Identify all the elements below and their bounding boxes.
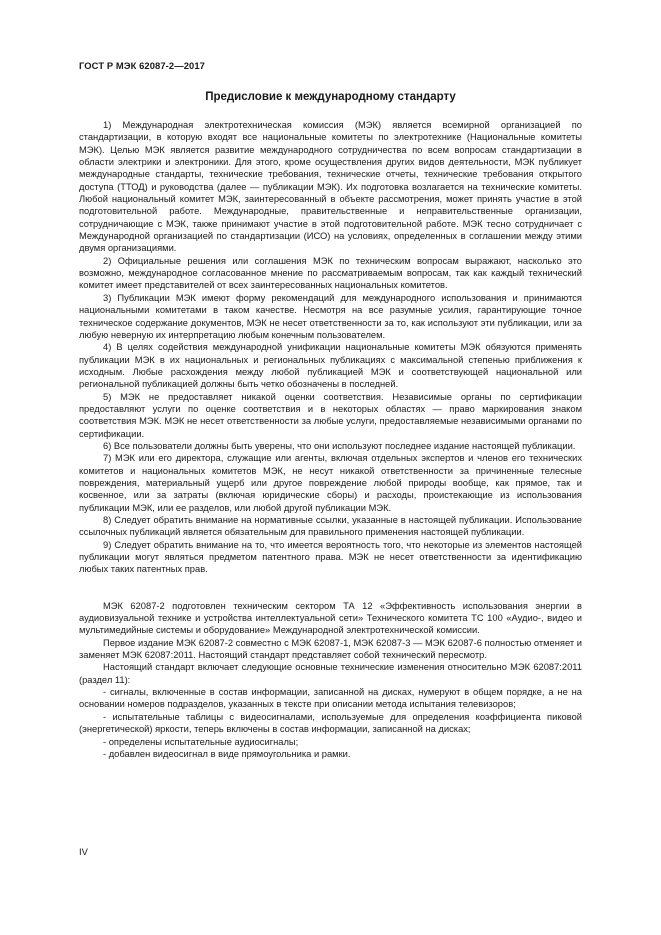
change-list-item: - сигналы, включенные в состав информации, записанной на дисках, нумеруют в общем порядке, а не на основании номеров подразделов, указанных в тексте при описании метода испытания телевизоров;	[79, 687, 582, 710]
body-text	[79, 119, 582, 760]
section-title: Предисловие к международному стандарту	[205, 91, 456, 103]
change-list-item: - добавлен видеосигнал в виде прямоугольника и рамки.	[103, 748, 351, 759]
paragraph: 6) Все пользователи должны быть уверены, что они используют последнее издание настоящей публикации.	[103, 440, 576, 451]
paragraph: 7) МЭК или его директора, служащие или агенты, включая отдельных экспертов и членов его технических комитетов и национальных комитетов МЭК, не несут никакой ответственности за причиненные телесные повреждения, материальный ущерб или другое повреждение любой природы вообще, как прямое, так и косвенное, или за затраты (включая юридические сборы) и расходы, проистекающие из использования публикации МЭК, или ее разделов, или любой другой публикации МЭК.	[79, 453, 582, 513]
change-list-item: - определены испытательные аудиосигналы;	[103, 736, 299, 747]
paragraph: 2) Официальные решения или соглашения МЭК по техническим вопросам выражают, насколько это возможно, международное согласованное мнение по рассматриваемым вопросам, так как каждый технический комитет имеет представителей от всех заинтересованных национальных комитетов.	[79, 255, 582, 291]
note-paragraph: МЭК 62087-2 подготовлен техническим сектором ТА 12 «Эффективность использования энергии в аудиовизуальной технике и устройства интеллектуальной сети» Технического комитета ТС 100 «Аудио-, видео и мультимедийные системы и оборудование» Международной электротехнической комиссии.	[79, 600, 582, 636]
note-paragraph: Первое издание МЭК 62087-2 совместно с МЭК 62087-1, МЭК 62087-3 — МЭК 62087-6 полностью отменяет и заменяет МЭК 62087:2011. Настоящий стандарт представляет собой технический пересмотр.	[79, 637, 582, 661]
note-paragraph: Настоящий стандарт включает следующие основные технические изменения относительно МЭК 62087:2011 (раздел 11):	[79, 662, 582, 685]
section-spacer	[79, 576, 582, 600]
change-list-item: - испытательные таблицы с видеосигналами, используемые для определения коэффициента пиковой (энергетической) яркости, теперь включены в состав информации, записанной на дисках;	[79, 711, 582, 735]
paragraph: 5) МЭК не предоставляет никакой оценки соответствия. Независимые органы по сертификации предоставляют услуги по оценке соответствия и в некоторых областях — право маркирования знаком соответствия МЭК. МЭК не несет ответственности за любые услуги, предоставляемые независимыми органами по сертификации.	[79, 391, 582, 439]
paragraph: 1) Международная электротехническая комиссия (МЭК) является всемирной организацией по стандартизации, в которую входят все национальные комитеты по электротехнике (Национальные комитеты МЭК). Целью МЭК является развитие международного сотрудничества по всем вопросам стандартизации в области электрики и электроники. Для этого, кроме осуществления других видов деятельности, МЭК публикует международные стандарты, технические требования, технические отчеты, технические требования открытого доступа (ТТОД) и руководства (далее — публикации МЭК). Их подготовка возлагается на технические комитеты. Любой национальный комитет МЭК, заинтересованный в объекте рассмотрения, может принять участие в этой подготовительной работе. Международные, правительственные и неправительственные организации, сотрудничающие с МЭК, также принимают участие в этой подготовительной работе. МЭК тесно сотрудничает с Международной организацией по стандартизации (ИСО) на условиях, определенных в соглашении между этими двумя организациями.	[79, 120, 582, 254]
paragraph: 4) В целях содействия международной унификации национальные комитеты МЭК обязуются применять публикации МЭК в их национальных и региональных публикациях с максимальной степенью приближения к исходным. Любые расхождения между любой публикацией МЭК и соответствующей национальной или региональной публикацией должны быть четко обозначены в последней.	[79, 342, 582, 390]
standard-code-header: ГОСТ Р МЭК 62087-2—2017	[79, 60, 205, 71]
paragraph: 8) Следует обратить внимание на нормативные ссылки, указанные в настоящей публикации. Использование ссылочных публикаций является обязательным для правильного применения настоящей публикации.	[79, 515, 582, 538]
paragraph: 3) Публикации МЭК имеют форму рекомендаций для международного использования и принимаются национальными комитетами в таком качестве. Несмотря на все разумные усилия, гарантирующие точное техническое содержание документов, МЭК не несет ответственности за то, как используют эти публикации, или за любую неверную их интерпретацию любым конечным пользователем.	[79, 292, 582, 340]
page-number: IV	[79, 846, 88, 857]
paragraph: 9) Следует обратить внимание на то, что имеется вероятность того, что некоторые из элементов настоящей публикации могут являться предметом патентного права. МЭК не несет ответственности за идентификацию любых таких патентных прав.	[79, 539, 582, 575]
